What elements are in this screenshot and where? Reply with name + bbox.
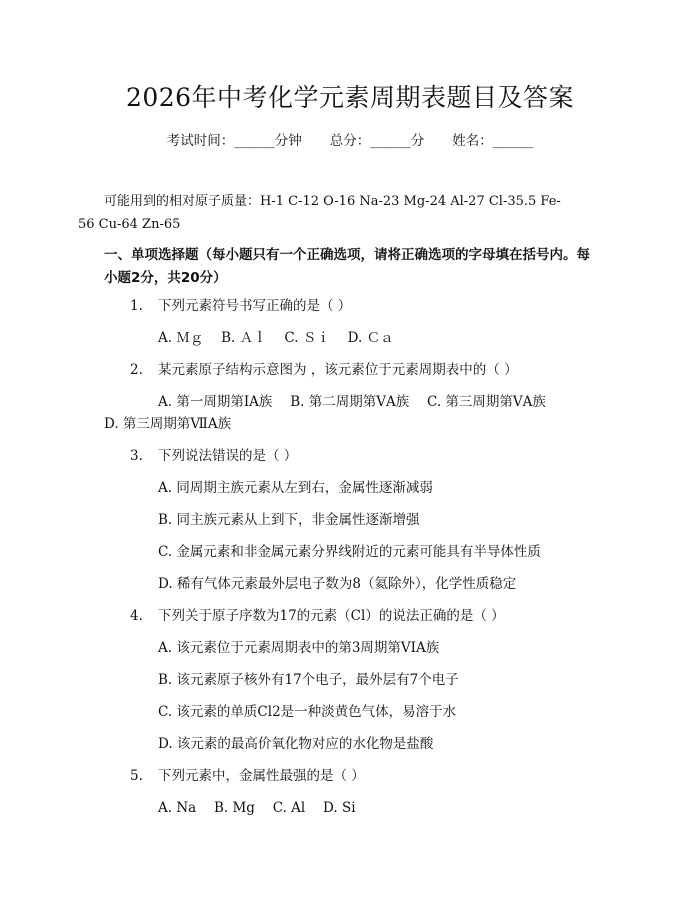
question-4-option-d: D. 该元素的最高价氧化物对应的水化物是盐酸 [158,736,434,752]
question-2-options-line-2: D. 第三周期第ⅦA族 [104,416,232,432]
question-stem: 某元素原子结构示意图为 ，该元素位于元素周期表中的（ ） [158,362,518,378]
atomic-mass-note: 可能用到的相对原子质量：H-1 C-12 O-16 Na-23 Mg-24 Al-27 Cl-35.5 Fe-56 Cu-64 Zn-65 [78,194,561,232]
question-1-options: A. Ｍｇ B. Ａｌ C. Ｓｉ D. Ｃａ [158,330,394,346]
question-number: 3. [130,448,143,464]
section-heading: 一、单项选择题（每小题只有一个正确选项，请将正确选项的字母填在括号内。每小题2分，共20分） [104,247,590,286]
question-5-options: A. Na B. Mg C. Al D. Si [158,800,356,816]
question-4-option-a: A. 该元素位于元素周期表中的第3周期第VIA族 [158,640,440,656]
question-number: 4. [130,608,143,624]
question-5 [130,766,365,786]
question-number: 5. [130,768,143,784]
question-3-option-a: A. 同周期主族元素从左到右，金属性逐渐减弱 [158,480,433,496]
question-number: 1. [130,298,143,314]
question-2 [130,360,518,380]
question-2-options-line-1: A. 第一周期第ⅠA族 B. 第二周期第ⅤA族 C. 第三周期第ⅤA族 [158,394,546,410]
page-title: 2026年中考化学元素周期表题目及答案 [125,83,575,112]
total-score-field: 总分：______分 [329,133,425,149]
question-stem: 下列说法错误的是（ ） [158,448,298,464]
question-number: 2. [130,362,143,378]
question-stem: 下列元素中，金属性最强的是（ ） [158,768,365,784]
question-3-option-c: C. 金属元素和非金属元素分界线附近的元素可能具有半导体性质 [158,544,541,560]
student-name-field: 姓名：______ [452,133,534,149]
exam-time-field: 考试时间：______分钟 [166,133,302,149]
question-1 [130,296,351,316]
question-4-option-c: C. 该元素的单质Cl2是一种淡黄色气体，易溶于水 [158,704,457,720]
question-3 [130,446,297,466]
question-stem: 下列元素符号书写正确的是（ ） [158,298,352,314]
question-4-option-b: B. 该元素原子核外有17个电子，最外层有7个电子 [158,672,459,688]
question-3-option-b: B. 同主族元素从上到下，非金属性逐渐增强 [158,512,420,528]
question-stem: 下列关于原子序数为17的元素（Cl）的说法正确的是（ ） [158,608,505,624]
question-3-option-d: D. 稀有气体元素最外层电子数为8（氦除外），化学性质稳定 [158,576,517,592]
exam-info-row [0,131,700,151]
question-4 [130,606,505,626]
